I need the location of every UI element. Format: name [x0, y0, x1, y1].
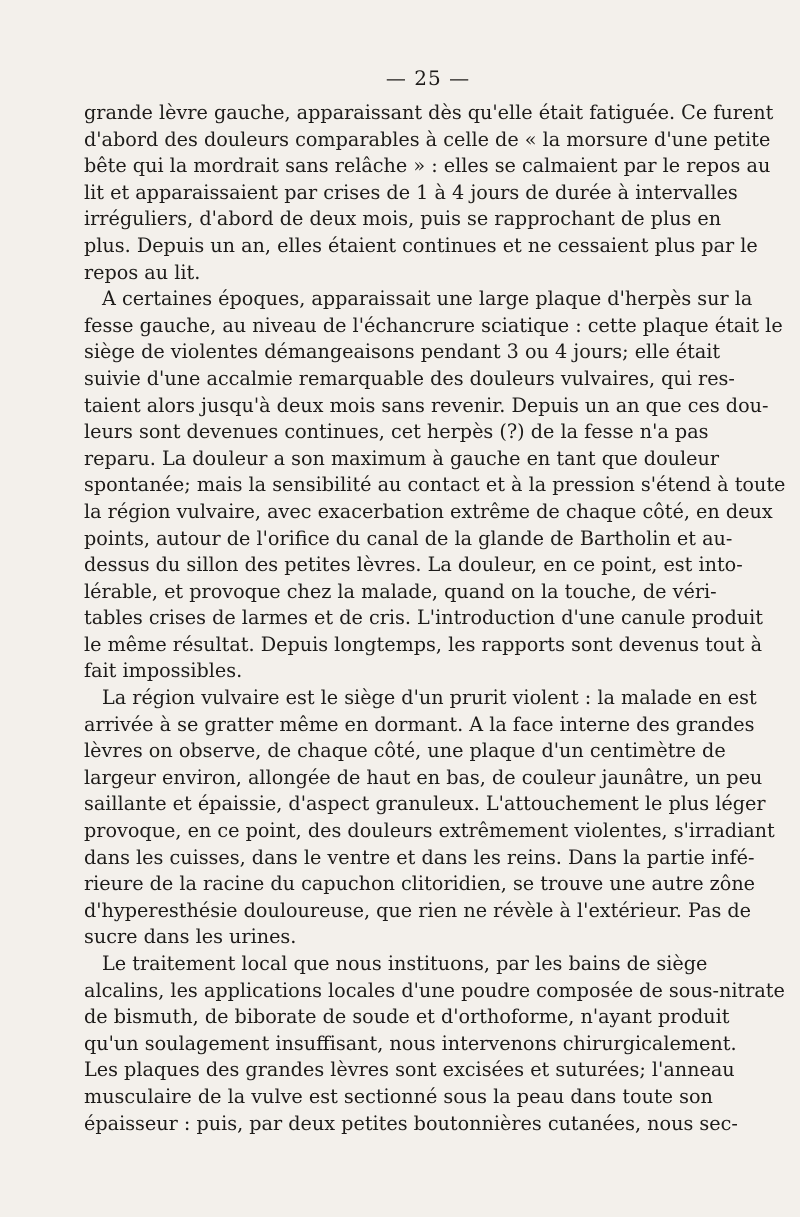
text-line: fesse gauche, au niveau de l'échancrure sciatique : cette plaque était le	[84, 313, 783, 337]
text-line: d'abord des douleurs comparables à celle de « la morsure d'une petite	[84, 127, 771, 151]
text-line: leurs sont devenues continues, cet herpès (?) de la fesse n'a pas	[84, 420, 709, 444]
text-line: dessus du sillon des petites lèvres. La douleur, en ce point, est into-	[84, 553, 743, 577]
text-line: d'hyperesthésie douloureuse, que rien ne révèle à l'extérieur. Pas de	[84, 898, 752, 922]
text-line: irréguliers, d'abord de deux mois, puis se rapprochant de plus en	[84, 207, 722, 231]
text-line: lit et apparaissaient par crises de 1 à 4 jours de durée à intervalles	[84, 180, 738, 204]
text-line: lérable, et provoque chez la malade, quand on la touche, de véri-	[84, 579, 717, 603]
text-line: qu'un soulagement insuffisant, nous intervenons chirurgicalement.	[84, 1031, 737, 1055]
paragraph	[84, 951, 785, 1137]
text-line: suivie d'une accalmie remarquable des douleurs vulvaires, qui res-	[84, 366, 735, 390]
text-line: grande lèvre gauche, apparaissant dès qu'elle était fatiguée. Ce furent	[84, 101, 774, 124]
text-line: La région vulvaire est le siège d'un prurit violent : la malade en est	[102, 686, 757, 710]
paragraph	[84, 685, 775, 951]
text-line: A certaines époques, apparaissait une large plaque d'herpès sur la	[102, 287, 753, 311]
text-line: repos au lit.	[84, 260, 201, 284]
text-line: le même résultat. Depuis longtemps, les rapports sont devenus tout à	[84, 632, 763, 656]
text-line: provoque, en ce point, des douleurs extrêmement violentes, s'irradiant	[84, 819, 775, 843]
text-line: taient alors jusqu'à deux mois sans revenir. Depuis un an que ces dou-	[84, 393, 769, 417]
text-line: épaisseur : puis, par deux petites boutonnières cutanées, nous sec-	[84, 1111, 738, 1135]
text-line: sucre dans les urines.	[84, 925, 297, 949]
page-number: — 25 —	[385, 66, 471, 90]
text-line: tables crises de larmes et de cris. L'introduction d'une canule produit	[84, 606, 763, 630]
paragraph	[84, 100, 774, 286]
text-line: plus. Depuis un an, elles étaient continues et ne cessaient plus par le	[84, 233, 758, 257]
text-line: saillante et épaissie, d'aspect granuleux. L'attouchement le plus léger	[84, 792, 766, 816]
text-line: fait impossibles.	[84, 659, 243, 683]
text-line: siège de violentes démangeaisons pendant 3 ou 4 jours; elle était	[84, 340, 721, 364]
text-line: Le traitement local que nous instituons, par les bains de siège	[102, 952, 708, 975]
text-line: dans les cuisses, dans le ventre et dans les reins. Dans la partie infé-	[84, 845, 755, 869]
text-line: points, autour de l'orifice du canal de la glande de Bartholin et au-	[84, 526, 733, 550]
text-line: lèvres on observe, de chaque côté, une plaque d'un centimètre de	[84, 739, 726, 763]
body-text	[84, 100, 786, 1137]
text-line: Les plaques des grandes lèvres sont excisées et suturées; l'anneau	[84, 1058, 735, 1082]
paragraph	[84, 286, 786, 685]
text-line: largeur environ, allongée de haut en bas, de couleur jaunâtre, un peu	[84, 765, 763, 789]
text-line: alcalins, les applications locales d'une poudre composée de sous-nitrate	[84, 978, 785, 1002]
text-line: la région vulvaire, avec exacerbation extrême de chaque côté, en deux	[84, 499, 773, 523]
text-line: de bismuth, de biborate de soude et d'orthoforme, n'ayant produit	[84, 1005, 730, 1029]
text-line: bête qui la mordrait sans relâche » : elles se calmaient par le repos au	[84, 154, 771, 178]
text-line: spontanée; mais la sensibilité au contact et à la pression s'étend à toute	[84, 473, 786, 497]
text-line: rieure de la racine du capuchon clitoridien, se trouve une autre zône	[84, 872, 756, 896]
text-line: reparu. La douleur a son maximum à gauche en tant que douleur	[84, 446, 720, 470]
text-line: arrivée à se gratter même en dormant. A la face interne des grandes	[84, 712, 755, 736]
text-line: musculaire de la vulve est sectionné sous la peau dans toute son	[84, 1084, 713, 1108]
